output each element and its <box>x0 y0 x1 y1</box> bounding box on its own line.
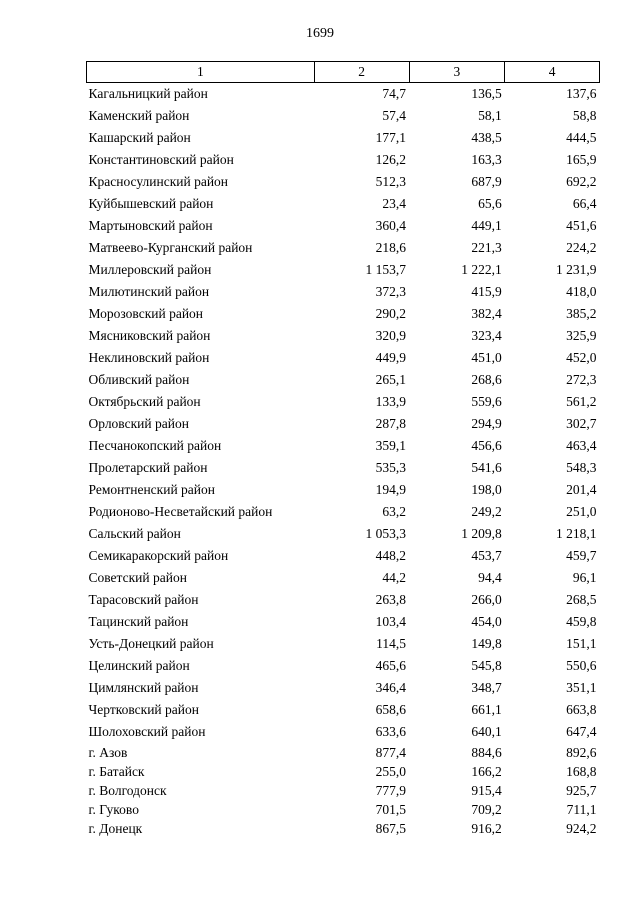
table-row <box>87 819 600 838</box>
district-name: Каменский район <box>88 108 190 123</box>
value-col-2: 701,5 <box>375 802 407 817</box>
value-col-2: 263,8 <box>375 592 407 607</box>
data-table <box>86 61 600 838</box>
value-col-2: 633,6 <box>375 724 407 739</box>
value-col-3: 661,1 <box>471 702 502 717</box>
district-name: Милютинский район <box>88 284 210 299</box>
table-header <box>87 62 600 83</box>
district-name: Матвеево-Курганский район <box>88 240 253 255</box>
value-col-4: 351,1 <box>566 680 597 695</box>
value-col-3: 438,5 <box>471 130 502 145</box>
value-col-4: 444,5 <box>566 130 597 145</box>
value-col-3: 640,1 <box>471 724 502 739</box>
table-row <box>87 215 600 237</box>
value-col-2: 867,5 <box>375 821 407 836</box>
table-row <box>87 523 600 545</box>
value-col-4: 1 231,9 <box>556 262 597 277</box>
value-col-3: 348,7 <box>471 680 502 695</box>
value-col-3: 294,9 <box>471 416 502 431</box>
value-col-2: 57,4 <box>382 108 407 123</box>
value-col-2: 360,4 <box>375 218 407 233</box>
value-col-2: 320,9 <box>375 328 407 343</box>
value-col-3: 1 209,8 <box>461 526 502 541</box>
value-col-2: 877,4 <box>375 745 407 760</box>
value-col-2: 177,1 <box>375 130 407 145</box>
value-col-4: 925,7 <box>566 783 597 798</box>
district-name: Ремонтненский район <box>88 482 215 497</box>
value-col-2: 133,9 <box>375 394 407 409</box>
district-name: Миллеровский район <box>88 262 212 277</box>
value-col-3: 453,7 <box>471 548 502 563</box>
district-name: Неклиновский район <box>88 350 210 365</box>
value-col-3: 268,6 <box>471 372 502 387</box>
column-header-4: 4 <box>505 62 600 83</box>
value-col-4: 548,3 <box>566 460 597 475</box>
value-col-4: 168,8 <box>566 764 597 779</box>
value-col-3: 166,2 <box>471 764 502 779</box>
district-name: Чертковский район <box>88 702 199 717</box>
district-name: Цимлянский район <box>88 680 199 695</box>
district-name: Кагальницкий район <box>88 86 208 101</box>
value-col-4: 692,2 <box>566 174 597 189</box>
table-row <box>87 800 600 819</box>
table-row <box>87 325 600 347</box>
value-col-3: 221,3 <box>471 240 502 255</box>
value-col-3: 163,3 <box>471 152 502 167</box>
value-col-3: 559,6 <box>471 394 502 409</box>
value-col-2: 658,6 <box>375 702 407 717</box>
table-row <box>87 369 600 391</box>
value-col-2: 287,8 <box>375 416 407 431</box>
district-name: Октябрьский район <box>88 394 201 409</box>
table-row <box>87 105 600 127</box>
column-header-2: 2 <box>314 62 409 83</box>
table-row <box>87 655 600 677</box>
value-col-4: 385,2 <box>566 306 597 321</box>
district-name: Мартыновский район <box>88 218 213 233</box>
value-col-2: 63,2 <box>382 504 407 519</box>
value-col-3: 323,4 <box>471 328 502 343</box>
value-col-4: 892,6 <box>566 745 597 760</box>
table-row <box>87 479 600 501</box>
value-col-2: 372,3 <box>375 284 407 299</box>
district-name: Шолоховский район <box>88 724 206 739</box>
table-row <box>87 259 600 281</box>
page-number: 1699 <box>306 26 334 41</box>
table-row <box>87 193 600 215</box>
value-col-2: 218,6 <box>375 240 407 255</box>
value-col-3: 58,1 <box>478 108 502 123</box>
value-col-2: 74,7 <box>382 86 407 101</box>
value-col-2: 114,5 <box>376 636 407 651</box>
table-row <box>87 567 600 589</box>
value-col-3: 916,2 <box>471 821 502 836</box>
table-row <box>87 781 600 800</box>
value-col-4: 459,7 <box>566 548 597 563</box>
district-name: Мясниковский район <box>88 328 211 343</box>
value-col-3: 136,5 <box>471 86 502 101</box>
district-name: г. Батайск <box>88 764 145 779</box>
value-col-4: 459,8 <box>566 614 597 629</box>
table-row <box>87 171 600 193</box>
value-col-4: 165,9 <box>566 152 597 167</box>
value-col-3: 249,2 <box>471 504 502 519</box>
value-col-4: 302,7 <box>566 416 597 431</box>
value-col-4: 452,0 <box>566 350 597 365</box>
value-col-4: 663,8 <box>566 702 597 717</box>
district-name: Обливский район <box>88 372 190 387</box>
value-col-4: 272,3 <box>566 372 597 387</box>
district-name: г. Волгодонск <box>88 783 167 798</box>
value-col-3: 454,0 <box>471 614 502 629</box>
table-row <box>87 677 600 699</box>
value-col-4: 201,4 <box>566 482 597 497</box>
table-row <box>87 545 600 567</box>
value-col-4: 463,4 <box>566 438 597 453</box>
value-col-2: 346,4 <box>375 680 407 695</box>
value-col-4: 451,6 <box>566 218 597 233</box>
value-col-2: 290,2 <box>375 306 407 321</box>
value-col-4: 137,6 <box>566 86 597 101</box>
value-col-2: 777,9 <box>375 783 407 798</box>
district-name: Семикаракорский район <box>88 548 229 563</box>
value-col-4: 561,2 <box>566 394 597 409</box>
value-col-2: 255,0 <box>375 764 407 779</box>
value-col-3: 65,6 <box>478 196 502 211</box>
value-col-2: 448,2 <box>375 548 407 563</box>
district-name: Куйбышевский район <box>88 196 214 211</box>
table-row <box>87 281 600 303</box>
value-col-3: 415,9 <box>471 284 502 299</box>
table-row <box>87 237 600 259</box>
column-header-1: 1 <box>87 62 315 83</box>
district-name: Морозовский район <box>88 306 204 321</box>
value-col-4: 550,6 <box>566 658 597 673</box>
value-col-4: 418,0 <box>566 284 597 299</box>
value-col-4: 96,1 <box>572 570 597 585</box>
district-name: г. Донецк <box>88 821 143 836</box>
value-col-3: 456,6 <box>471 438 502 453</box>
table-row <box>87 391 600 413</box>
value-col-4: 268,5 <box>566 592 597 607</box>
value-col-3: 915,4 <box>471 783 502 798</box>
value-col-4: 224,2 <box>566 240 597 255</box>
value-col-4: 151,1 <box>566 636 597 651</box>
table-row <box>87 303 600 325</box>
value-col-4: 66,4 <box>572 196 597 211</box>
district-name: Красносулинский район <box>88 174 229 189</box>
value-col-3: 709,2 <box>471 802 502 817</box>
value-col-3: 94,4 <box>478 570 502 585</box>
district-name: Тарасовский район <box>88 592 199 607</box>
value-col-3: 382,4 <box>471 306 502 321</box>
column-header-3: 3 <box>409 62 505 83</box>
table-row <box>87 457 600 479</box>
value-col-2: 44,2 <box>382 570 407 585</box>
table-row <box>87 721 600 743</box>
table-row <box>87 501 600 523</box>
district-name: г. Гуково <box>88 802 139 817</box>
table-row <box>87 633 600 655</box>
value-col-4: 251,0 <box>566 504 597 519</box>
value-col-4: 1 218,1 <box>556 526 597 541</box>
table-row <box>87 127 600 149</box>
district-name: Пролетарский район <box>88 460 208 475</box>
value-col-2: 359,1 <box>375 438 407 453</box>
table-row <box>87 347 600 369</box>
district-name: г. Азов <box>88 745 128 760</box>
value-col-4: 325,9 <box>566 328 597 343</box>
district-name: Сальский район <box>88 526 181 541</box>
table-row <box>87 611 600 633</box>
value-col-3: 1 222,1 <box>461 262 502 277</box>
district-name: Целинский район <box>88 658 190 673</box>
value-col-3: 884,6 <box>471 745 502 760</box>
value-col-2: 265,1 <box>375 372 407 387</box>
value-col-2: 23,4 <box>382 196 407 211</box>
value-col-3: 541,6 <box>471 460 502 475</box>
value-col-3: 449,1 <box>471 218 502 233</box>
district-name: Константиновский район <box>88 152 234 167</box>
table-row <box>87 743 600 762</box>
table-row <box>87 589 600 611</box>
value-col-2: 1 053,3 <box>365 526 407 541</box>
value-col-2: 512,3 <box>375 174 407 189</box>
value-col-4: 58,8 <box>572 108 597 123</box>
table-row <box>87 149 600 171</box>
table-row <box>87 435 600 457</box>
table-row <box>87 762 600 781</box>
district-name: Советский район <box>88 570 187 585</box>
value-col-2: 1 153,7 <box>365 262 407 277</box>
district-name: Усть-Донецкий район <box>88 636 214 651</box>
value-col-2: 535,3 <box>375 460 407 475</box>
district-name: Орловский район <box>88 416 189 431</box>
value-col-3: 451,0 <box>471 350 502 365</box>
district-name: Кашарский район <box>88 130 191 145</box>
value-col-3: 545,8 <box>471 658 502 673</box>
district-name: Тацинский район <box>88 614 189 629</box>
value-col-2: 103,4 <box>375 614 407 629</box>
table-row <box>87 83 600 106</box>
value-col-3: 198,0 <box>471 482 502 497</box>
value-col-3: 149,8 <box>471 636 502 651</box>
table-body <box>87 83 600 839</box>
district-name: Песчанокопский район <box>88 438 222 453</box>
value-col-4: 924,2 <box>566 821 597 836</box>
table-row <box>87 699 600 721</box>
table-row <box>87 413 600 435</box>
value-col-4: 711,1 <box>566 802 597 817</box>
value-col-2: 194,9 <box>375 482 407 497</box>
value-col-3: 687,9 <box>471 174 502 189</box>
value-col-2: 126,2 <box>375 152 407 167</box>
value-col-2: 465,6 <box>375 658 407 673</box>
value-col-4: 647,4 <box>566 724 597 739</box>
district-name: Родионово-Несветайский район <box>88 504 273 519</box>
header-row <box>87 62 600 83</box>
value-col-3: 266,0 <box>471 592 502 607</box>
value-col-2: 449,9 <box>375 350 407 365</box>
